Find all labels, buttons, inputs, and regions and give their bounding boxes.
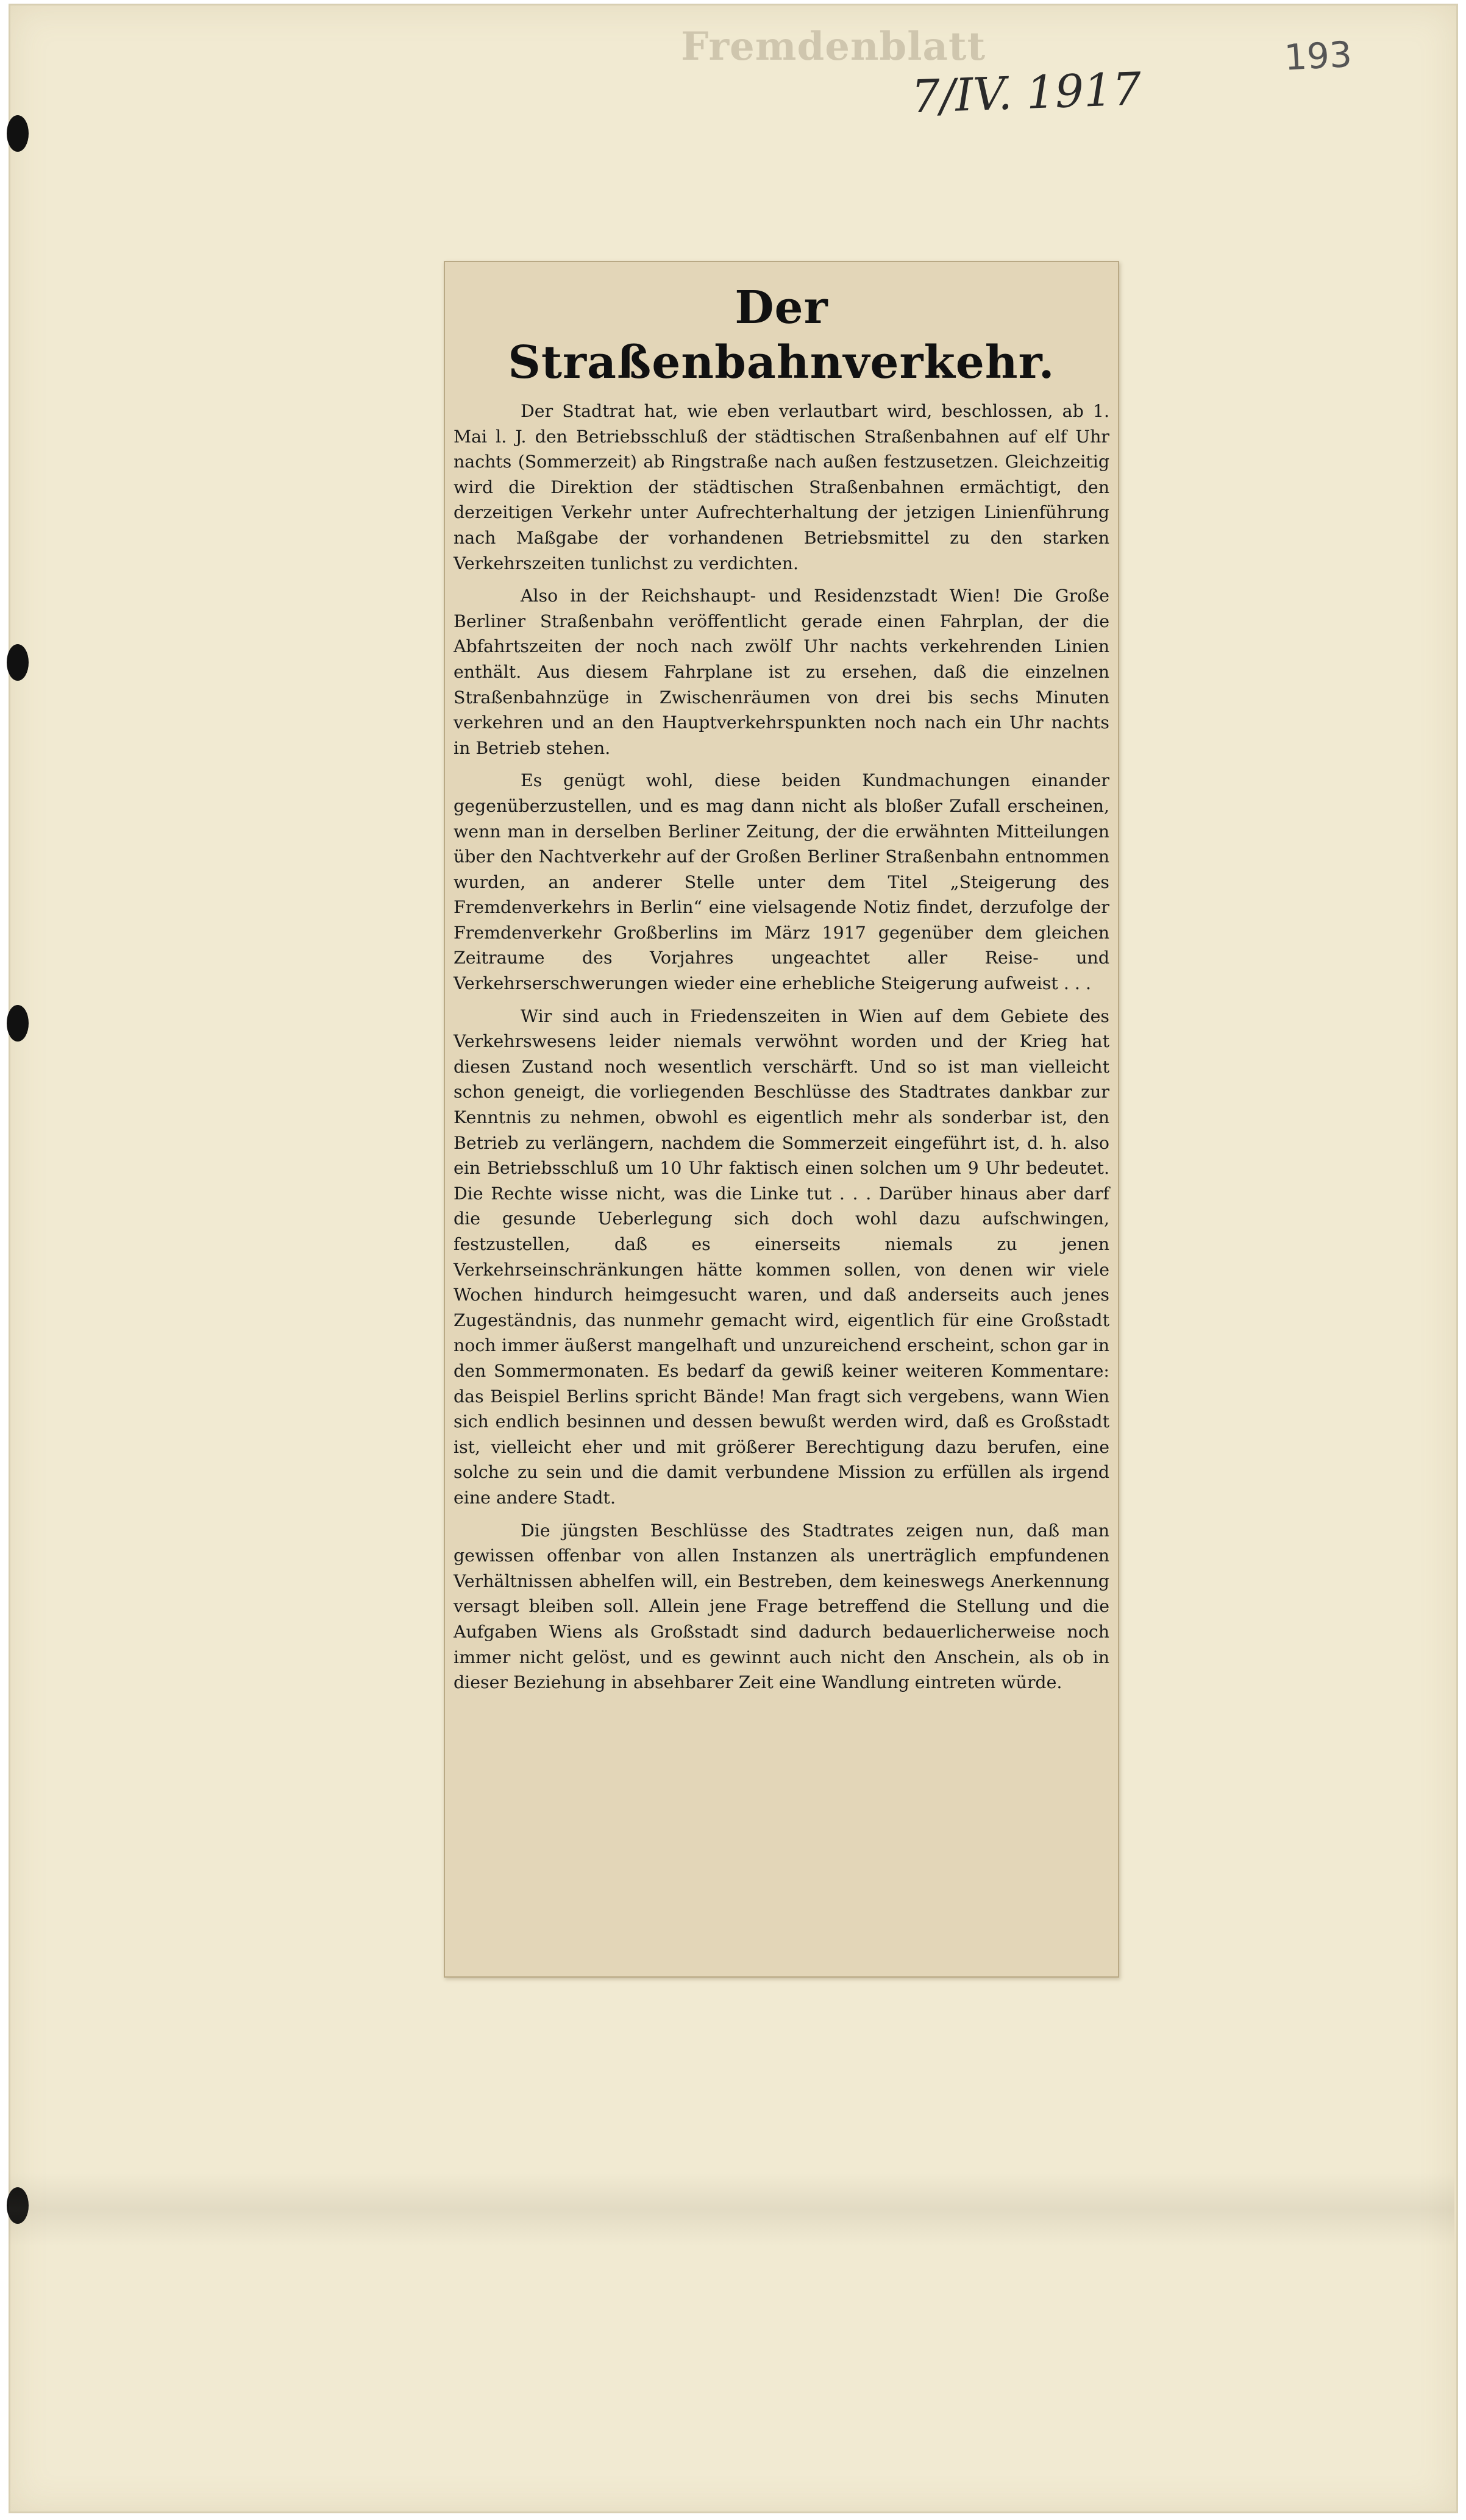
article-paragraph: Der Stadtrat hat, wie eben verlautbart wird, beschlossen, ab 1. Mai l. J. den Betriebsschluß der städtischen Straßenbahnen auf elf Uhr nachts (Sommerzeit) ab Ringstraße nach außen festzusetzen. Gleichzeitig wird die Direktion der städtischen Straßenbahnen ermächtigt, den derzeitigen Verkehr unter Aufrechterhaltung der jetzigen Linienführung nach Maßgabe der vorhandenen Betriebsmittel zu den starken Verkehrszeiten tunlichst zu verdichten. (454, 401, 1109, 573)
article-paragraph: Es genügt wohl, diese beiden Kundmachungen einander gegenüberzustellen, und es mag dann nicht als bloßer Zufall erscheinen, wenn man in derselben Berliner Zeitung, der die erwähnten Mitteilungen über den Nachtverkehr auf der Großen Berliner Straßenbahn entnommen wurden, an anderer Stelle unter dem Titel „Steigerung des Fremdenverkehrs in Berlin“ eine vielsagende Notiz findet, derzufolge der Fremdenverkehr Großberlins im März 1917 gegenüber dem gleichen Zeitraume des Vorjahres ungeachtet aller Reise- und Verkehrserschwerungen wieder eine erhebliche Steigerung aufweist . . . (454, 770, 1109, 994)
article-paragraph: Also in der Reichshaupt- und Residenzstadt Wien! Die Große Berliner Straßenbahn veröffentlicht gerade einen Fahrplan, der die Abfahrtszeiten der noch nach zwölf Uhr nachts verkehrenden Linien enthält. Aus diesem Fahrplane ist zu ersehen, daß die einzelnen Straßenbahnzüge in Zwischenräumen von drei bis sechs Minuten verkehren und an den Hauptverkehrspunkten noch nach ein Uhr nachts in Betrieb stehen. (454, 586, 1109, 758)
scan-shadow (9, 2173, 1454, 2246)
newspaper-clipping (444, 261, 1119, 1978)
punch-hole (7, 1005, 29, 1042)
article-paragraph: Wir sind auch in Friedenszeiten in Wien auf dem Gebiete des Verkehrswesens leider niemals verwöhnt worden und der Krieg hat diesen Zustand noch wesentlich verschärft. Und so ist man vielleicht schon geneigt, die vorliegenden Beschlüsse des Stadtrates dankbar zur Kenntnis zu nehmen, obwohl es eigentlich mehr als sonderbar ist, den Betrieb zu verlängern, nachdem die Sommerzeit eingeführt ist, d. h. also ein Betriebsschluß um 10 Uhr faktisch einen solchen um 9 Uhr bedeutet. Die Rechte wisse nicht, was die Linke tut . . . Darüber hinaus aber darf die gesunde Ueberlegung sich doch wohl dazu aufschwingen, festzustellen, daß es einerseits niemals zu jenen Verkehrseinschränkungen hätte kommen sollen, von denen wir viele Wochen hindurch heimgesucht waren, und daß anderseits auch jenes Zugeständnis, das nunmehr gemacht wird, eigentlich für eine Großstadt noch immer äußerst mangelhaft und unzureichend erscheint, schon gar in den Sommermonaten. Es bedarf da gewiß keiner weiteren Kommentare: das Beispiel Berlins spricht Bände! Man fragt sich vergebens, wann Wien sich endlich besinnen und dessen bewußt werden wird, daß es Großstadt ist, vielleicht eher und mit größerer Berechtigung dazu berufen, eine solche zu sein und die damit verbundene Mission zu erfüllen als irgend eine andere Stadt. (454, 1006, 1109, 1508)
punch-hole (7, 644, 29, 681)
article-paragraph: Die jüngsten Beschlüsse des Stadtrates zeigen nun, daß man gewissen offenbar von allen Instanzen als unerträglich empfundenen Verhältnissen abhelfen will, ein Bestreben, dem keineswegs Anerkennung versagt bleiben soll. Allein jene Frage betreffend die Stellung und die Aufgaben Wiens als Großstadt sind dadurch bedauerlicherweise noch immer nicht gelöst, und es gewinnt auch nicht den Anschein, als ob in dieser Beziehung in absehbarer Zeit eine Wandlung eintreten würde. (454, 1520, 1109, 1693)
page-number: 193 (1283, 33, 1353, 79)
source-stamp: Fremdenblatt (681, 24, 986, 69)
article-headline: Der Straßenbahnverkehr. (508, 282, 1055, 389)
punch-hole (7, 115, 29, 152)
handwritten-date: 7/IV. 1917 (910, 63, 1142, 124)
